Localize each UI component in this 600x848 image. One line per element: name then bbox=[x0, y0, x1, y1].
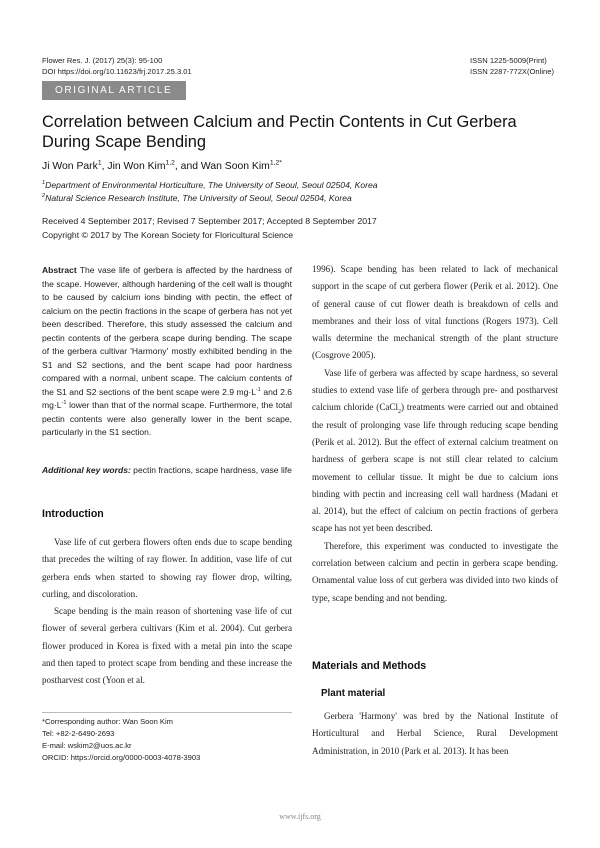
issn-online: ISSN 2287-772X(Online) bbox=[470, 67, 554, 76]
issn-print: ISSN 1225-5009(Print) bbox=[470, 56, 547, 65]
right-paragraph-4: Gerbera 'Harmony' was bred by the National Institute of Horticultural and Herbal Science, Rural Development Administration, in 2010 (Park et al. 2013). It has been bbox=[312, 711, 558, 756]
corresponding-orcid[interactable]: ORCID: https://orcid.org/0000-0003-4078-3903 bbox=[42, 753, 201, 762]
copyright-line: Copyright © 2017 by The Korean Society for Floricultural Science bbox=[42, 229, 294, 240]
article-type-badge: ORIGINAL ARTICLE bbox=[42, 81, 186, 100]
author-name: Ji Won Park bbox=[42, 161, 98, 172]
author-separator: , bbox=[101, 161, 108, 172]
plant-material-heading: Plant material bbox=[321, 688, 386, 699]
doi-link[interactable]: DOI https://doi.org/10.11623/frj.2017.25.3.01 bbox=[42, 67, 192, 76]
affiliation-2: $^2$Natural Science Research Institute, The University of Seoul, Seoul 02504, Korea bbox=[42, 192, 352, 203]
right-paragraph-2: Vase life of gerbera was affected by scape hardness, so several studies to extend vase life of gerbera through pre- and postharvest calcium chloride (CaCl$_2$) treatments were carried out and obtained the result of prolonging vase life through reducing scape bending (Perik et al. 2012). But the effect of external calcium treatment on hardness of gerbera scape is not still clear related to calcium movement to cellular tissue. It might be due to calcium ions binding with pectin and increasing cell wall hardness (Madani et al. 2014), but the effect of calcium on pectin fractions of gerbera scape has not yet been described. bbox=[312, 367, 558, 534]
intro-body bbox=[42, 534, 292, 690]
author-separator: , and bbox=[174, 161, 201, 172]
abstract-label: Abstract bbox=[42, 265, 77, 275]
journal-header bbox=[42, 55, 192, 77]
journal-citation: Flower Res. J. (2017) 25(3): 95-100 bbox=[42, 56, 163, 65]
title-line-1: Correlation between Calcium and Pectin Contents in Cut Gerbera bbox=[42, 113, 517, 131]
right-column-body bbox=[312, 261, 558, 607]
article-title bbox=[42, 112, 562, 152]
intro-heading: Introduction bbox=[42, 508, 104, 520]
history-block bbox=[42, 215, 377, 242]
keywords-label: Additional key words: bbox=[42, 465, 131, 475]
intro-paragraph-1: Vase life of cut gerbera flowers often ends due to scape bending that precedes the wilting of ray flower. In addition, vase life of cut gerbera ends when started to showing ray flower drop, wilting, curling, and discoloration. bbox=[42, 537, 292, 599]
methods-heading: Materials and Methods bbox=[312, 660, 427, 672]
footnote-divider bbox=[42, 712, 292, 713]
corresponding-footnote bbox=[42, 716, 200, 764]
received-dates: Received 4 September 2017; Revised 7 September 2017; Accepted 8 September 2017 bbox=[42, 216, 377, 226]
right-paragraph-1: 1996). Scape bending has been related to lack of mechanical support in the scape of cut gerbera flower (Perik et al. 2012). One of general cause of cut flower death is breakdown of cells and membranes and their loss of vital functions (Rogers 1973). Cell walls determine the mechanical strength of the plant structure (Cosgrove 2005). bbox=[312, 264, 558, 361]
author-name: Wan Soon Kim bbox=[200, 161, 270, 172]
corresponding-email[interactable]: E-mail: wskim2@uos.ac.kr bbox=[42, 741, 132, 750]
right-paragraph-3: Therefore, this experiment was conducted to investigate the correlation between calcium and pectin in gerbera scape bending. Ornamental value loss of cut gerbera was divided into two kinds of type, scape bending and not bending. bbox=[312, 540, 558, 603]
affiliation-1: $^1$Department of Environmental Horticulture, The University of Seoul, Seoul 02504, Korea bbox=[42, 180, 378, 190]
keywords: Additional key words: pectin fractions, scape hardness, vase life bbox=[42, 465, 292, 475]
page-footer-url[interactable]: www.ijfs.org bbox=[279, 812, 321, 821]
corresponding-tel: Tel: +82-2-6490-2693 bbox=[42, 729, 115, 738]
issn-block bbox=[470, 55, 554, 77]
author-affil-mark: 1,2* bbox=[269, 159, 282, 167]
abstract: Abstract The vase life of gerbera is affected by the hardness of the scape. However, although hardening of the cell wall is thought to be caused by calcium ions binding with pectin, the effect of calcium on the pectin fractions in the scape of gerbera has not yet been described. Therefore, this study assessed the calcium and pectin contents of the gerbera scape during bending. The scape of the gerbera cultivar 'Harmony' mostly exhibited bending in the S1 and S2 sections, and the bent scape had poor hardness compared with a normal, unbent scape. The calcium contents of the S1 and S2 sections of the bent scape were 2.9 $mg\cdot L^{-1}$ and 2.6 $mg\cdot L^{-1}$ lower than that of the normal scape. Furthermore, the total pectin contents were also generally lower in the bent scape, particularly in the S1 section. bbox=[42, 265, 292, 437]
corresponding-author: *Corresponding author: Wan Soon Kim bbox=[42, 717, 173, 726]
author-list bbox=[42, 161, 282, 172]
title-line-2: During Scape Bending bbox=[42, 133, 207, 151]
intro-paragraph-2: Scape bending is the main reason of shortening vase life of cut flower of several gerbera cultivars (Kim et al. 2004). Cut gerbera flower produced in Korea is fixed with a metal pin into the scape and then taped to protect scape from bending and these increase the postharvest cost (Yoon et al. bbox=[42, 606, 292, 686]
author-affil-mark: 1 bbox=[97, 159, 102, 167]
author-name: Jin Won Kim bbox=[107, 161, 166, 172]
plant-material-body bbox=[312, 708, 558, 760]
author-affil-mark: 1,2 bbox=[165, 159, 175, 167]
affiliations bbox=[42, 179, 378, 204]
